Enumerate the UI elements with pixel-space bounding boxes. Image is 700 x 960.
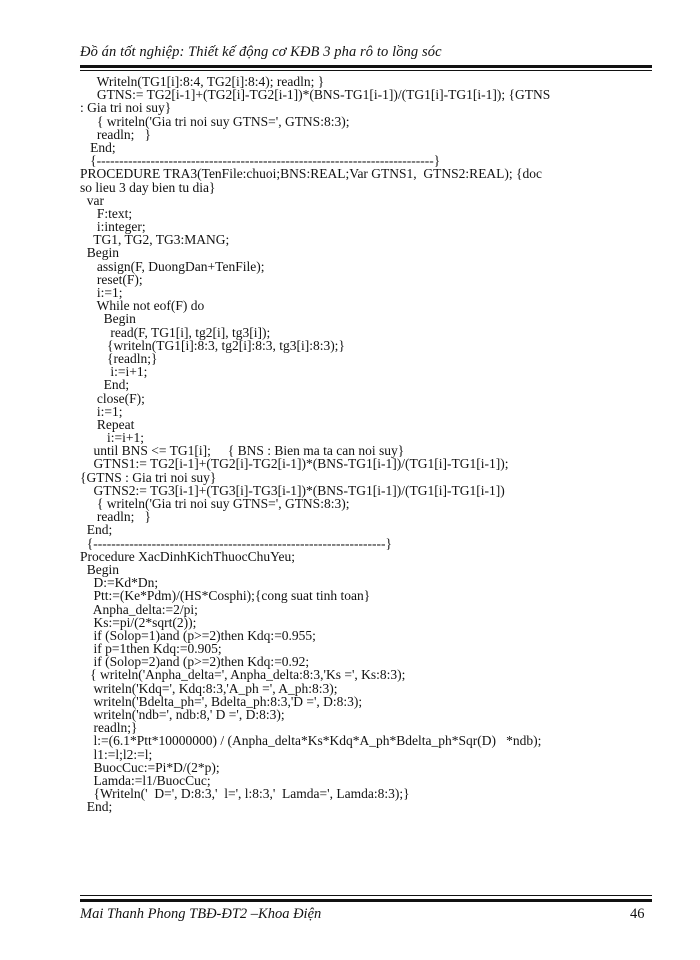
code-line: : Gia tri noi suy} bbox=[80, 100, 172, 116]
code-line: GTNS:= TG2[i-1]+(TG2[i]-TG2[i-1])*(BNS-TG1[i-1])/(TG1[i]-TG1[i-1]); {GTNS bbox=[80, 87, 551, 103]
code-line: read(F, TG1[i], tg2[i], tg3[i]); bbox=[80, 324, 271, 340]
code-line: GTNS1:= TG2[i-1]+(TG2[i]-TG2[i-1])*(BNS-TG1[i-1])/(TG1[i]-TG1[i-1]); bbox=[80, 456, 509, 472]
code-line: Repeat bbox=[80, 416, 135, 432]
code-line: While not eof(F) do bbox=[80, 298, 205, 314]
code-line: i:=i+1; bbox=[80, 430, 144, 446]
code-line: Ptt:=(Ke*Pdm)/(HS*Cosphi);{cong suat tinh toan} bbox=[80, 588, 371, 604]
code-line: readln; } bbox=[80, 126, 151, 142]
header-rule-thin bbox=[80, 70, 652, 71]
code-line: End; bbox=[80, 799, 113, 815]
code-line: {-----------------------------------------------------------------} bbox=[80, 535, 392, 551]
code-line: if (Solop=2)and (p>=2)then Kdq:=0.92; bbox=[80, 654, 310, 670]
code-line: readln; } bbox=[80, 509, 151, 525]
code-line: close(F); bbox=[80, 390, 145, 406]
code-line: i:=1; bbox=[80, 285, 123, 300]
code-line: { writeln('Anpha_delta=', Anpha_delta:8:3,'Ks =', Ks:8:3); bbox=[80, 667, 406, 683]
code-line: Procedure XacDinhKichThuocChuYeu; bbox=[80, 548, 295, 564]
code-line: so lieu 3 day bien tu dia} bbox=[80, 179, 216, 195]
code-line: if p=1then Kdq:=0.905; bbox=[80, 641, 222, 657]
footer-rule-thin bbox=[80, 895, 652, 896]
code-line: BuocCuc:=Pi*D/(2*p); bbox=[80, 759, 220, 775]
code-line: End; bbox=[80, 522, 113, 538]
code-line: l:=(6.1*Ptt*10000000) / (Anpha_delta*Ks*Kdq*A_ph*Bdelta_ph*Sqr(D) *ndb); bbox=[80, 733, 542, 749]
code-line: Begin bbox=[80, 311, 136, 327]
code-line: End; bbox=[80, 377, 130, 393]
code-line: Begin bbox=[80, 561, 119, 577]
code-line: D:=Kd*Dn; bbox=[80, 575, 159, 591]
code-line: TG1, TG2, TG3:MANG; bbox=[80, 232, 230, 248]
code-line: l1:=l;l2:=l; bbox=[80, 746, 153, 762]
code-line: {readln;} bbox=[80, 350, 158, 366]
code-line: reset(F); bbox=[80, 271, 143, 287]
code-line: { writeln('Gia tri noi suy GTNS=', GTNS:8:3); bbox=[80, 496, 350, 511]
code-line: i:=1; bbox=[80, 403, 123, 419]
header-rule-thick bbox=[80, 65, 652, 68]
page-header-title: Đồ án tốt nghiệp: Thiết kế động cơ KĐB 3 pha rô to lồng sóc bbox=[80, 44, 442, 60]
code-line: End; bbox=[80, 139, 116, 155]
code-line: readln;} bbox=[80, 720, 138, 736]
code-line: {---------------------------------------------------------------------------} bbox=[80, 153, 441, 169]
code-line: {writeln(TG1[i]:8:3, tg2[i]:8:3, tg3[i]:8:3);} bbox=[80, 337, 345, 353]
code-line: writeln('ndb=', ndb:8,' D =', D:8:3); bbox=[80, 707, 285, 722]
code-line: Begin bbox=[80, 245, 119, 261]
code-line: Lamda:=l1/BuocCuc; bbox=[80, 772, 211, 788]
code-line: if (Solop=1)and (p>=2)then Kdq:=0.955; bbox=[80, 627, 316, 643]
code-line: Anpha_delta:=2/pi; bbox=[80, 601, 198, 617]
code-line: writeln('Bdelta_ph=', Bdelta_ph:8:3,'D =', D:8:3); bbox=[80, 693, 363, 709]
code-line: var bbox=[80, 192, 104, 208]
code-listing bbox=[80, 75, 652, 814]
code-line: {Writeln(' D=', D:8:3,' l=', l:8:3,' Lamda=', Lamda:8:3);} bbox=[80, 786, 410, 802]
code-line: { writeln('Gia tri noi suy GTNS=', GTNS:8:3); bbox=[80, 113, 350, 129]
code-line: PROCEDURE TRA3(TenFile:chuoi;BNS:REAL;Var GTNS1, GTNS2:REAL); {doc bbox=[80, 166, 543, 182]
code-line: F:text; bbox=[80, 205, 133, 221]
footer-rule-thick bbox=[80, 899, 652, 902]
code-line: i:=i+1; bbox=[80, 364, 148, 380]
code-line: until BNS <= TG1[i]; { BNS : Bien ma ta can noi suy} bbox=[80, 443, 405, 459]
code-line: Writeln(TG1[i]:8:4, TG2[i]:8:4); readln; } bbox=[80, 74, 325, 89]
code-line: {GTNS : Gia tri noi suy} bbox=[80, 469, 217, 485]
code-line: GTNS2:= TG3[i-1]+(TG3[i]-TG3[i-1])*(BNS-TG1[i-1])/(TG1[i]-TG1[i-1]) bbox=[80, 482, 505, 498]
footer-author: Mai Thanh Phong TBĐ-ĐT2 –Khoa Điện bbox=[80, 906, 322, 922]
page-number: 46 bbox=[630, 906, 645, 922]
code-line: writeln('Kdq=', Kdq:8:3,'A_ph =', A_ph:8:3); bbox=[80, 680, 338, 696]
code-line: Ks:=pi/(2*sqrt(2)); bbox=[80, 614, 197, 630]
code-line: assign(F, DuongDan+TenFile); bbox=[80, 258, 265, 274]
code-line: i:integer; bbox=[80, 219, 146, 235]
